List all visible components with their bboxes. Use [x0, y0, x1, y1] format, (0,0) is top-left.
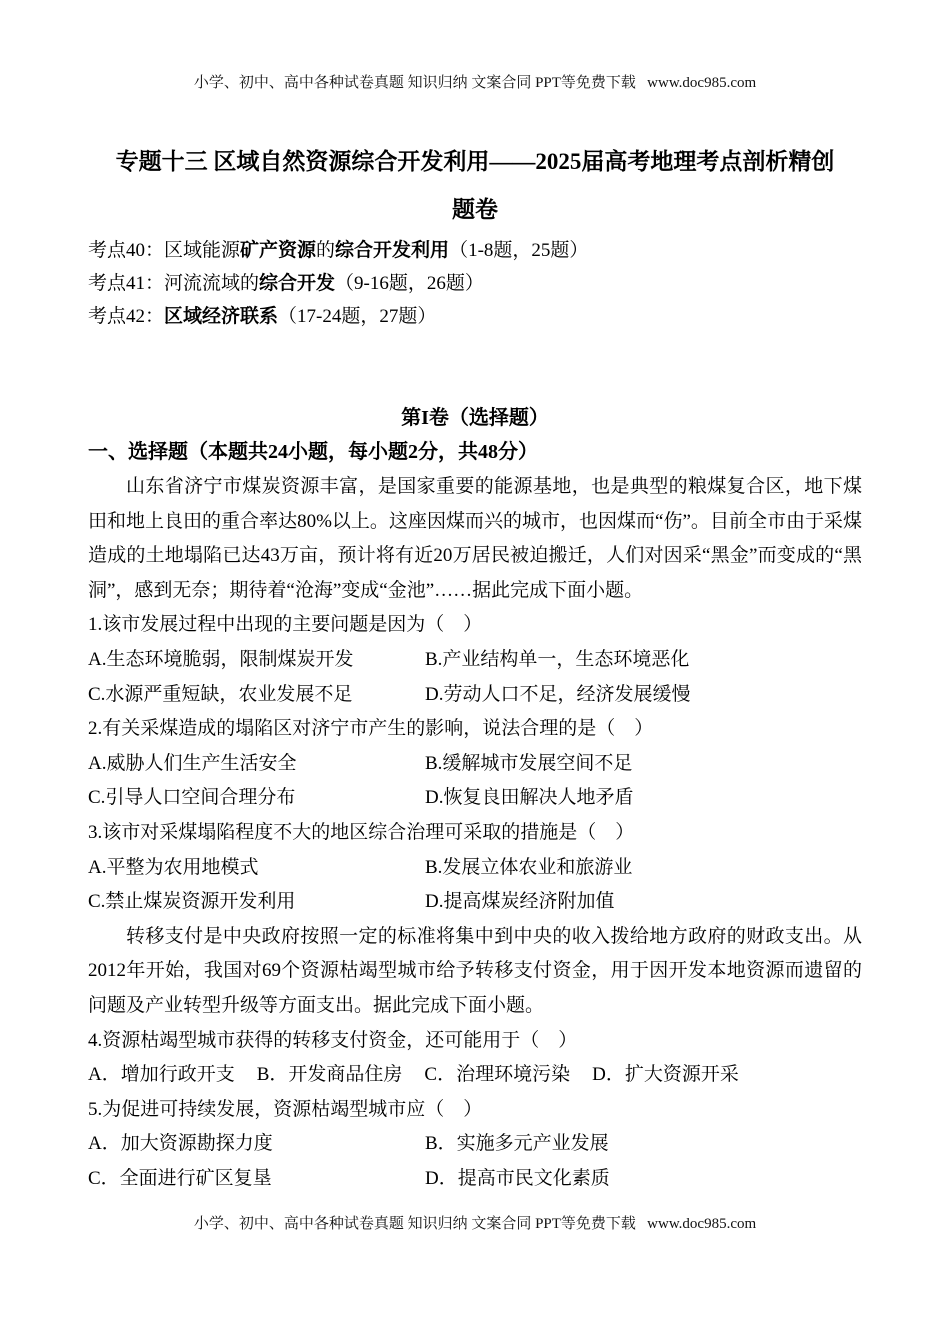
- question-stem: 5.为促进可持续发展，资源枯竭型城市应（ ）: [88, 1098, 483, 1120]
- exam-point-line: [88, 234, 862, 267]
- passage-paragraph: 转移支付是中央政府按照一定的标准将集中到中央的收入拨给地方政府的财政支出。从2012年开始，我国对69个资源枯竭型城市给予转移支付资金，用于因开发本地资源而遗留的问题及产业转型升级等方面支出。据此完成下面小题。: [88, 925, 862, 1016]
- question-area: [88, 470, 862, 1196]
- options-row: [88, 1162, 862, 1197]
- header-watermark: 小学、初中、高中各种试卷真题 知识归纳 文案合同 PPT等免费下载 www.doc985.com: [193, 75, 757, 91]
- question-block: [88, 1093, 862, 1197]
- option: A.平整为农用地模式: [88, 856, 259, 878]
- page-title: [88, 138, 862, 234]
- options-row: [88, 885, 862, 920]
- option: B．实施多元产业发展: [425, 1133, 609, 1155]
- option: D.提高煤炭经济附加值: [425, 891, 615, 913]
- question-stem: 2.有关采煤造成的塌陷区对济宁市产生的影响，说法合理的是（ ）: [88, 718, 654, 740]
- option: A.威胁人们生产生活安全: [88, 752, 297, 774]
- exam-point-segment: （9-16题，26题）: [335, 273, 484, 294]
- passage-paragraph: 山东省济宁市煤炭资源丰富，是国家重要的能源基地，也是典型的粮煤复合区，地下煤田和地上良田的重合率达80%以上。这座因煤而兴的城市，也因煤而“伤”。目前全市由于采煤造成的土地塌陷已达43万亩，预计将有近20万居民被迫搬迁，人们对因采“黑金”而变成的“黑洞”，感到无奈；期待着“沧海”变成“金池”……据此完成下面小题。: [88, 476, 862, 601]
- option: D．扩大资源开采: [592, 1064, 739, 1086]
- question-block: [88, 608, 862, 712]
- page-title-line1: 专题十三 区域自然资源综合开发利用——2025届高考地理考点剖析精创: [115, 149, 835, 174]
- exam-point-segment: （1-8题，25题）: [449, 240, 589, 261]
- options-row: [88, 747, 862, 782]
- exam-points: [88, 234, 862, 333]
- question-stem: 1.该市发展过程中出现的主要问题是因为（ ）: [88, 614, 483, 636]
- option: B.缓解城市发展空间不足: [425, 752, 633, 774]
- exam-point-segment: 区域经济联系: [164, 306, 279, 327]
- options-row: [88, 781, 862, 816]
- option: A．加大资源勘探力度: [88, 1133, 273, 1155]
- document-content: [88, 138, 862, 1196]
- question-stem: 3.该市对采煤塌陷程度不大的地区综合治理可采取的措施是（ ）: [88, 821, 635, 843]
- page-title-line2: 题卷: [452, 197, 498, 222]
- option: C.水源严重短缺，农业发展不足: [88, 683, 353, 705]
- exam-point-line: [88, 267, 862, 300]
- exam-point-segment: 的: [316, 240, 336, 261]
- exam-point-segment: 综合开发: [259, 273, 336, 294]
- option: B.发展立体农业和旅游业: [425, 856, 633, 878]
- options-row: [88, 1058, 862, 1093]
- question-block: [88, 816, 862, 920]
- exam-point-segment: 考点42：: [88, 306, 165, 327]
- options-row: [88, 851, 862, 886]
- option: B．开发商品住房: [256, 1064, 403, 1086]
- footer-watermark: 小学、初中、高中各种试卷真题 知识归纳 文案合同 PPT等免费下载 www.doc985.com: [193, 1216, 757, 1232]
- question-block: [88, 1024, 862, 1093]
- exam-point-segment: 综合开发利用: [335, 240, 450, 261]
- exam-point-segment: 矿产资源: [240, 240, 317, 261]
- option: C.禁止煤炭资源开发利用: [88, 891, 296, 913]
- volume-heading: 第I卷（选择题）: [401, 407, 549, 429]
- option: C．全面进行矿区复垦: [88, 1167, 272, 1189]
- question-stem: 4.资源枯竭型城市获得的转移支付资金，还可能用于（ ）: [88, 1029, 578, 1051]
- option: A．增加行政开支: [88, 1064, 235, 1086]
- question-block: [88, 712, 862, 816]
- option: C．治理环境污染: [424, 1064, 571, 1086]
- option: D.劳动人口不足，经济发展缓慢: [425, 683, 691, 705]
- options-row: [88, 678, 862, 713]
- option: D.恢复良田解决人地矛盾: [425, 787, 634, 809]
- option: B.产业结构单一，生态环境恶化: [425, 648, 690, 670]
- option: D．提高市民文化素质: [425, 1167, 610, 1189]
- exam-point-segment: 考点40：区域能源: [88, 240, 241, 261]
- section-heading: 一、选择题（本题共24小题，每小题2分，共48分）: [88, 441, 538, 463]
- options-row: [88, 1127, 862, 1162]
- options-row: [88, 643, 862, 678]
- option: A.生态环境脆弱，限制煤炭开发: [88, 648, 354, 670]
- exam-point-line: [88, 300, 862, 333]
- option: C.引导人口空间合理分布: [88, 787, 296, 809]
- exam-point-segment: 考点41：河流流域的: [88, 273, 260, 294]
- exam-point-segment: （17-24题，27题）: [278, 306, 437, 327]
